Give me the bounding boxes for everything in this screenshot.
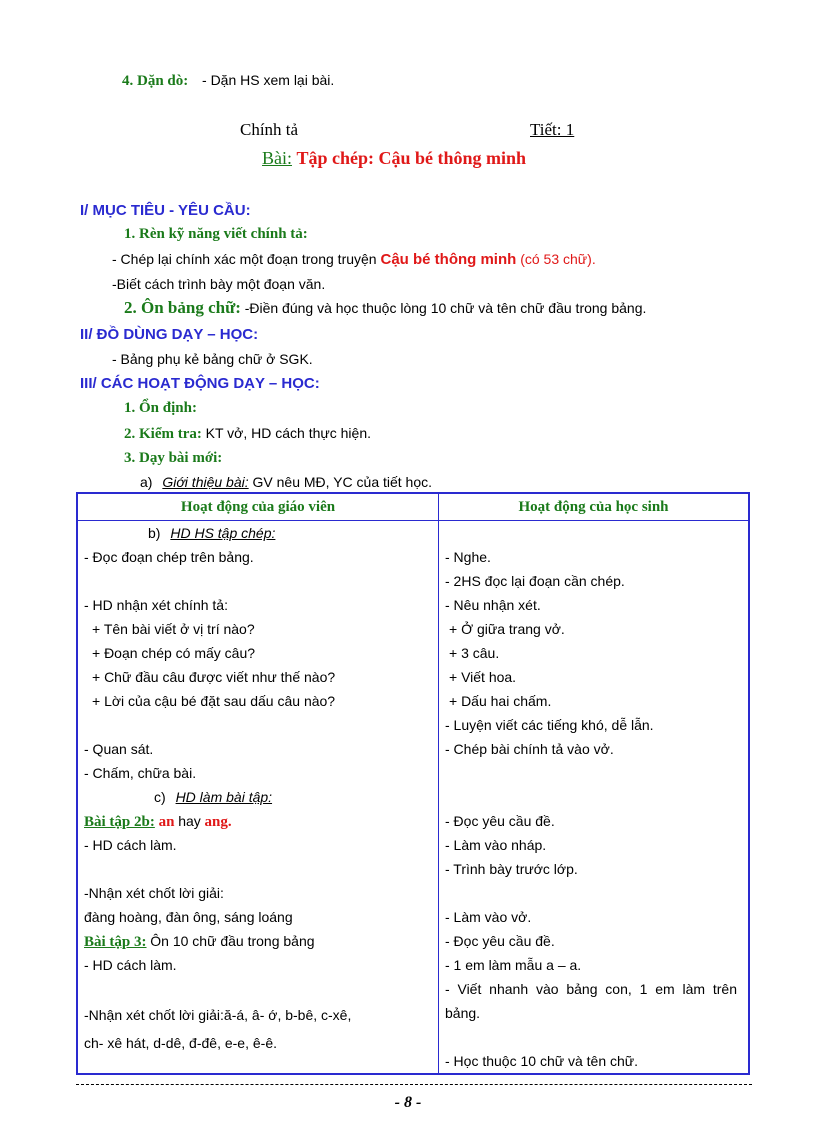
lesson-prefix: Bài: xyxy=(262,148,292,168)
student-line: - 1 em làm mẫu a – a. xyxy=(445,957,582,973)
ex2-an: an xyxy=(158,814,175,830)
b-title: HD HS tập chép: xyxy=(170,525,276,541)
teacher-line: - HD nhận xét chính tả: xyxy=(84,597,228,613)
student-line: - Học thuộc 10 chữ và tên chữ. xyxy=(445,1053,639,1069)
b-heading xyxy=(78,521,438,545)
student-line: - Làm vào vở. xyxy=(445,909,532,925)
line1-a: - Chép lại chính xác một đoạn trong truyện xyxy=(112,251,377,267)
teacher-line: + Chữ đầu câu được viết như thế nào? xyxy=(92,669,336,685)
student-line: - Luyện viết các tiếng khó, dễ lẫn. xyxy=(445,717,654,733)
student-column xyxy=(439,521,750,1074)
section1-sub2-line xyxy=(124,298,646,318)
line1-b: Cậu bé thông minh xyxy=(380,251,517,268)
exercise2-heading xyxy=(78,809,438,833)
section3-title: III/ CÁC HOẠT ĐỘNG DẠY – HỌC: xyxy=(80,375,320,392)
section3-s1: 1. Ổn định: xyxy=(124,400,197,416)
page-number: - 8 - xyxy=(394,1094,422,1111)
item4-line xyxy=(122,72,334,90)
section3-s2: 2. Kiểm tra: xyxy=(124,426,202,442)
col2-header: Hoạt động của học sinh xyxy=(439,494,748,521)
item4-label: 4. Dặn dò: xyxy=(122,73,189,89)
b-label: b) xyxy=(148,525,161,541)
section1-sub1: 1. Rèn kỹ năng viết chính tả: xyxy=(124,226,308,242)
section1-line1 xyxy=(112,251,596,268)
ex2-hay: hay xyxy=(178,813,201,829)
teacher-line: - Đọc đoạn chép trên bảng. xyxy=(84,549,254,565)
student-line: - Nêu nhận xét. xyxy=(445,597,541,613)
teacher-line: + Tên bài viết ở vị trí nào? xyxy=(92,621,255,637)
section1-sub2-text: -Điền đúng và học thuộc lòng 10 chữ và tên chữ đầu trong bảng. xyxy=(244,300,647,316)
period-text: Tiết: 1 xyxy=(530,120,575,139)
lesson-title-line xyxy=(262,148,526,169)
student-line: - Nghe. xyxy=(445,549,491,565)
col1-header: Hoạt động của giáo viên xyxy=(78,494,438,521)
section2-line1: - Bảng phụ kẻ bảng chữ ở SGK. xyxy=(112,351,313,367)
section3-a-line xyxy=(140,474,432,490)
teacher-line: -Nhận xét chốt lời giải:ă-á, â- ớ, b-bê, c-xê, xyxy=(84,1007,352,1023)
a-text: GV nêu MĐ, YC của tiết học. xyxy=(252,474,433,490)
section1-line2: -Biết cách trình bày một đoạn văn. xyxy=(112,276,326,292)
lesson-title: Tập chép: Cậu bé thông minh xyxy=(296,148,527,168)
section1-title: I/ MỤC TIÊU - YÊU CẦU: xyxy=(80,202,251,219)
student-line: + Viết hoa. xyxy=(449,669,517,685)
line1-c: (có 53 chữ). xyxy=(520,251,596,267)
spacer xyxy=(78,713,438,737)
section3-s3: 3. Dạy bài mới: xyxy=(124,450,223,466)
teacher-line: - Chấm, chữa bài. xyxy=(84,765,197,781)
spacer xyxy=(78,857,438,881)
student-line: + Dấu hai chấm. xyxy=(449,693,552,709)
spacer xyxy=(439,785,748,809)
student-line: - 2HS đọc lại đoạn cần chép. xyxy=(445,573,625,589)
student-line: + Ở giữa trang vở. xyxy=(449,621,565,637)
item4-text: - Dặn HS xem lại bài. xyxy=(202,72,335,88)
activity-table xyxy=(76,492,750,1075)
teacher-line: - HD cách làm. xyxy=(84,837,177,853)
spacer xyxy=(439,1025,748,1049)
table-header-row xyxy=(77,493,749,521)
student-line: - Làm vào nháp. xyxy=(445,837,547,853)
ex3-text: Ôn 10 chữ đầu trong bảng xyxy=(150,933,315,949)
table-body-row xyxy=(77,521,749,1074)
teacher-line: + Lời của cậu bé đặt sau dấu câu nào? xyxy=(92,693,336,709)
teacher-line: ch- xê hát, d-dê, đ-đê, e-e, ê-ê. xyxy=(84,1035,277,1051)
student-line: - Đọc yêu cầu đề. xyxy=(445,813,555,829)
spacer xyxy=(439,521,748,545)
ex2-ang: ang. xyxy=(204,814,232,830)
section3-s2-line xyxy=(124,425,371,443)
student-line: - Chép bài chính tả vào vở. xyxy=(445,741,614,757)
a-title: Giới thiệu bài: xyxy=(162,474,249,490)
exercise3-heading xyxy=(78,929,438,953)
teacher-line: - HD cách làm. xyxy=(84,957,177,973)
spacer xyxy=(78,569,438,593)
student-line: - Trình bày trước lớp. xyxy=(445,861,578,877)
student-line: - Đọc yêu cầu đề. xyxy=(445,933,555,949)
ex3-label: Bài tập 3: xyxy=(84,934,147,950)
c-title: HD làm bài tập: xyxy=(175,789,273,805)
spacer xyxy=(78,977,438,1001)
teacher-line: + Đoạn chép có mấy câu? xyxy=(92,645,256,661)
ex2-label: Bài tập 2b: xyxy=(84,814,155,830)
footer-divider xyxy=(76,1084,752,1085)
period-label xyxy=(530,120,574,140)
student-line: - Viết nhanh vào bảng con, 1 em làm trên bảng. xyxy=(445,981,737,1021)
subject-label: Chính tả xyxy=(240,120,299,139)
teacher-column xyxy=(77,521,439,1074)
section1-sub2: 2. Ôn bảng chữ: xyxy=(124,298,241,317)
c-heading xyxy=(78,785,438,809)
spacer xyxy=(439,761,748,785)
teacher-line: đàng hoàng, đàn ông, sáng loáng xyxy=(84,909,293,925)
section2-title: II/ ĐỒ DÙNG DẠY – HỌC: xyxy=(80,326,259,343)
a-label: a) xyxy=(140,474,153,490)
teacher-line: - Quan sát. xyxy=(84,741,154,757)
student-line: + 3 câu. xyxy=(449,645,500,661)
c-label: c) xyxy=(154,789,166,805)
teacher-line: -Nhận xét chốt lời giải: xyxy=(84,885,224,901)
spacer xyxy=(439,881,748,905)
section3-s2-text: KT vở, HD cách thực hiện. xyxy=(205,425,371,441)
